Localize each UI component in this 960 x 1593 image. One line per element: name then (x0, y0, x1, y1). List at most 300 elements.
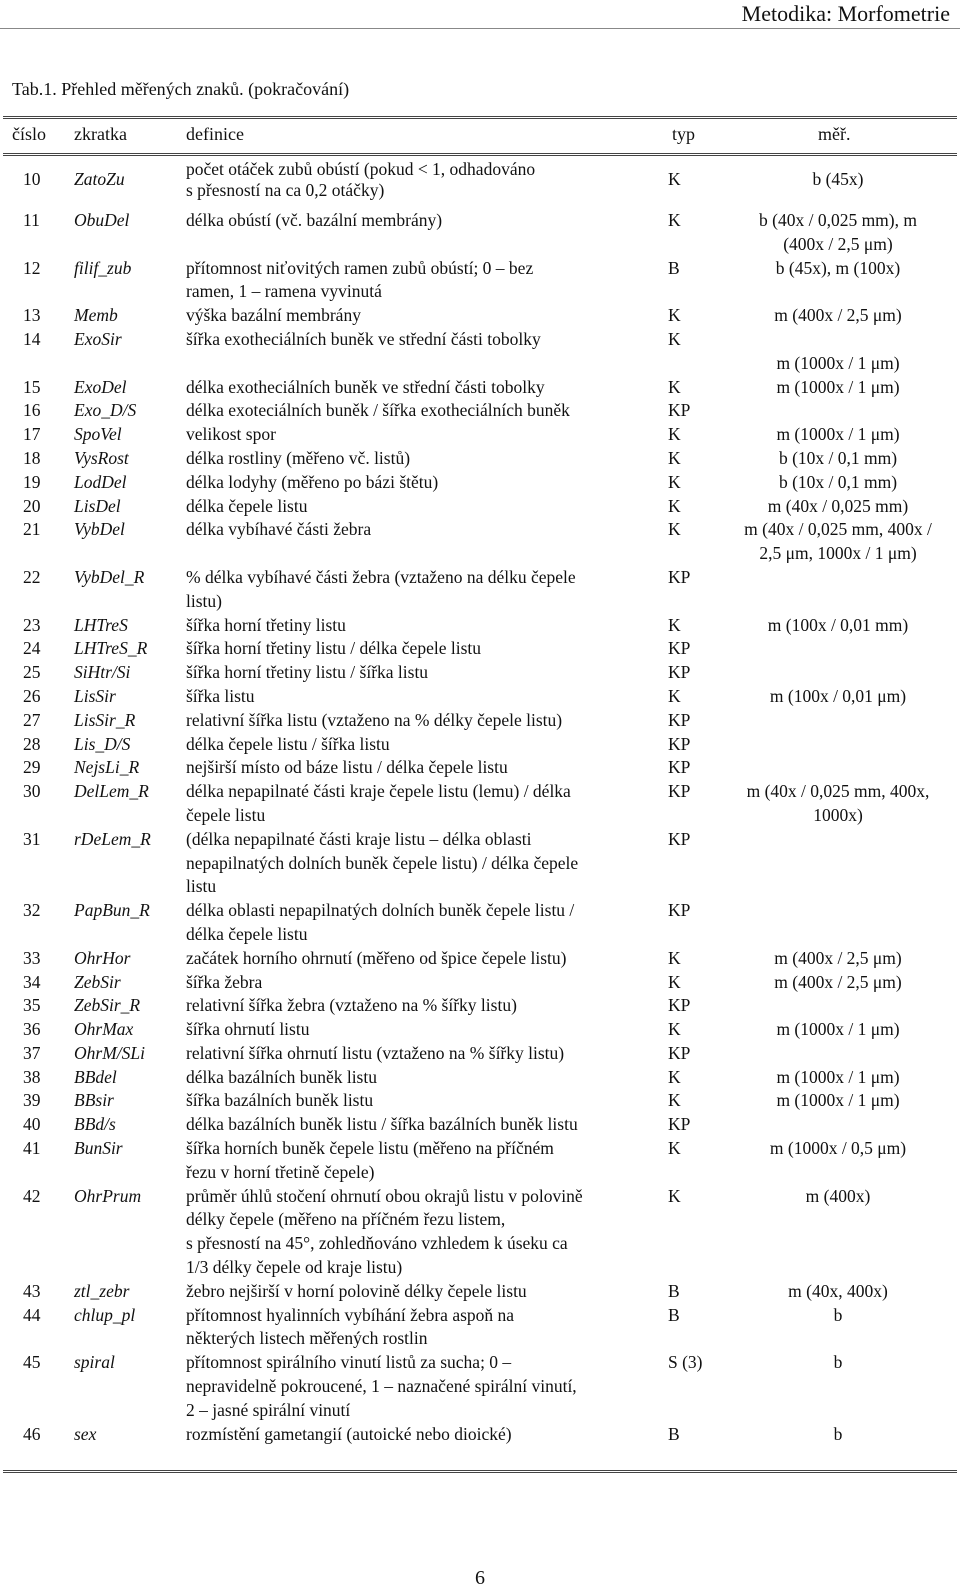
row-number-text: 31 (23, 828, 41, 849)
row-definition (186, 156, 660, 203)
row-measurement-text: m (1000x / 0,5 μm) (769, 1138, 907, 1159)
row-number (23, 1280, 53, 1304)
row-number-text: 28 (23, 733, 41, 754)
row-abbreviation (74, 1066, 182, 1090)
row-abbreviation (74, 1042, 182, 1066)
row-type-text: B (668, 1280, 680, 1301)
row-definition (186, 1351, 660, 1422)
row-measurement (718, 1280, 958, 1304)
header-rule (0, 28, 960, 29)
row-abbreviation (74, 304, 182, 328)
table-row (0, 1066, 960, 1090)
row-abbreviation-text: sex (74, 1423, 97, 1444)
row-definition-text: délka exoteciálních buněk / šířka exotheciálních buněk (186, 400, 570, 421)
row-abbreviation-text: OhrPrum (74, 1185, 142, 1206)
row-abbreviation-text: ZebSir_R (74, 995, 141, 1016)
row-number (23, 971, 53, 995)
table-row (0, 971, 960, 995)
row-type-text: K (668, 424, 681, 445)
row-type-text: K (668, 685, 681, 706)
row-number-text: 14 (23, 328, 41, 349)
row-abbreviation-text: OhrHor (74, 947, 131, 968)
row-abbreviation-text: SiHtr/Si (74, 662, 131, 683)
row-measurement (718, 447, 958, 471)
row-measurement (718, 471, 958, 495)
row-abbreviation-text: ztl_zebr (74, 1280, 130, 1301)
table-row (0, 423, 960, 447)
table-row (0, 1423, 960, 1447)
row-number-text: 10 (23, 168, 41, 189)
row-definition (186, 471, 660, 495)
table-row (0, 1018, 960, 1042)
row-type-text: K (668, 519, 681, 540)
row-type (668, 828, 728, 852)
row-abbreviation (74, 971, 182, 995)
row-measurement (718, 1351, 958, 1375)
row-abbreviation-text: LisDel (74, 495, 121, 516)
row-definition-text: délka vybíhavé části žebra (186, 519, 372, 540)
row-definition-text: začátek horního ohrnutí (měřeno od špice čepele listu) (186, 947, 567, 968)
row-number-text: 11 (23, 210, 40, 230)
row-type-text: B (668, 257, 680, 278)
row-abbreviation (74, 156, 182, 203)
row-abbreviation (74, 780, 182, 804)
row-definition (186, 447, 660, 471)
row-number (23, 1137, 53, 1161)
row-abbreviation (74, 495, 182, 519)
row-type-text: K (668, 971, 681, 992)
row-type-text: K (668, 210, 681, 230)
row-measurement-text: m (40x / 0,025 mm) (767, 495, 909, 516)
row-abbreviation-text: DelLem_R (74, 781, 149, 802)
row-number (23, 1423, 53, 1447)
row-number-text: 21 (23, 519, 41, 540)
row-measurement-text: m (1000x / 1 μm) (776, 352, 900, 373)
row-type-text: KP (668, 900, 691, 921)
row-type-text: K (668, 376, 681, 397)
row-measurement (718, 780, 958, 828)
row-abbreviation-text: LHTreS (74, 614, 128, 635)
row-measurement-text: b (10x / 0,1 mm) (778, 471, 898, 492)
row-definition (186, 661, 660, 685)
row-measurement (718, 518, 958, 566)
row-definition-text: délka bazálních buněk listu (186, 1066, 377, 1087)
row-type (668, 1042, 728, 1066)
row-definition (186, 376, 660, 400)
row-definition-text: šířka listu (186, 685, 255, 706)
row-definition (186, 971, 660, 995)
row-abbreviation (74, 614, 182, 638)
row-measurement-text: b (40x / 0,025 mm), m (400x / 2,5 μm) (759, 210, 917, 254)
row-number-text: 20 (23, 495, 41, 516)
row-abbreviation (74, 209, 182, 233)
table-body (0, 158, 960, 1446)
row-definition-text: délka lodyhy (měřeno po bázi štětu) (186, 471, 439, 492)
row-number-text: 29 (23, 757, 41, 778)
row-definition-text: šířka horní třetiny listu (186, 614, 346, 635)
row-abbreviation (74, 1018, 182, 1042)
table-row (0, 471, 960, 495)
row-type-text: K (668, 1185, 681, 1206)
row-number (23, 756, 53, 780)
row-definition-text: šířka horních buněk čepele listu (měřeno na příčném řezu v horní třetině čepele) (186, 1138, 554, 1182)
row-number-text: 26 (23, 685, 41, 706)
row-abbreviation (74, 471, 182, 495)
row-abbreviation (74, 399, 182, 423)
row-number (23, 661, 53, 685)
row-abbreviation (74, 566, 182, 590)
row-measurement-text: b (45x), m (100x) (775, 257, 901, 278)
row-number-text: 45 (23, 1352, 41, 1373)
column-header-measurement: měř. (818, 124, 851, 144)
row-definition-text: počet otáček zubů obústí (pokud < 1, odhadováno s přesností na ca 0,2 otáčky) (186, 158, 536, 200)
row-abbreviation (74, 1137, 182, 1161)
row-number (23, 780, 53, 804)
row-abbreviation (74, 733, 182, 757)
row-definition-text: výška bazální membrány (186, 305, 361, 326)
row-abbreviation (74, 328, 182, 352)
table-row (0, 1280, 960, 1304)
table-row (0, 518, 960, 566)
row-definition (186, 637, 660, 661)
row-number (23, 471, 53, 495)
page-number: 6 (475, 1567, 485, 1589)
row-type-text: S (3) (668, 1352, 703, 1373)
row-definition-text: přítomnost niťovitých ramen zubů obústí; 0 – bez ramen, 1 – ramena vyvinutá (186, 257, 534, 302)
row-type-text: B (668, 1304, 680, 1325)
row-measurement (718, 328, 958, 376)
row-number (23, 1304, 53, 1328)
row-number-text: 25 (23, 662, 41, 683)
row-type-text: KP (668, 1042, 691, 1063)
row-number (23, 828, 53, 852)
row-measurement-text: m (100x / 0,01 μm) (769, 685, 907, 706)
row-definition (186, 1137, 660, 1185)
row-number-text: 37 (23, 1042, 41, 1063)
row-type-text: KP (668, 781, 691, 802)
row-number (23, 1042, 53, 1066)
row-number (23, 566, 53, 590)
row-abbreviation-text: NejsLi_R (74, 757, 140, 778)
row-measurement-text: m (1000x / 1 μm) (776, 1090, 900, 1111)
row-type-text: K (668, 305, 681, 326)
row-number (23, 1113, 53, 1137)
row-measurement (718, 1185, 958, 1209)
column-header-type: typ (672, 124, 696, 144)
row-number-text: 36 (23, 1019, 41, 1040)
row-number-text: 24 (23, 638, 41, 659)
row-number (23, 518, 53, 542)
row-definition-text: žebro nejširší v horní polovině délky čepele listu (186, 1280, 527, 1301)
row-definition-text: šířka ohrnutí listu (186, 1019, 310, 1040)
row-measurement-text: m (40x / 0,025 mm, 400x, 1000x) (746, 781, 930, 825)
table-row (0, 780, 960, 828)
row-definition-text: délka čepele listu (186, 495, 308, 516)
row-abbreviation (74, 518, 182, 542)
row-abbreviation-text: OhrM/SLi (74, 1042, 145, 1063)
row-definition-text: přítomnost hyalinních vybíhání žebra aspoň na některých listech měřených rostlin (186, 1304, 515, 1349)
row-abbreviation (74, 828, 182, 852)
row-abbreviation-text: LisSir (74, 685, 116, 706)
row-type-text: K (668, 614, 681, 635)
row-definition (186, 1066, 660, 1090)
row-type-text: K (668, 1138, 681, 1159)
row-abbreviation (74, 376, 182, 400)
row-number (23, 209, 53, 233)
row-number-text: 23 (23, 614, 41, 635)
row-abbreviation (74, 661, 182, 685)
row-abbreviation-text: Lis_D/S (74, 733, 131, 754)
row-definition-text: šířka horní třetiny listu / délka čepele listu (186, 638, 481, 659)
row-type-text: KP (668, 566, 691, 587)
row-measurement (718, 947, 958, 971)
row-definition (186, 685, 660, 709)
row-definition (186, 423, 660, 447)
row-number-text: 19 (23, 471, 41, 492)
row-number (23, 376, 53, 400)
row-definition-text: délka obústí (vč. bazální membrány) (186, 210, 443, 230)
row-measurement-text: b (45x) (812, 168, 864, 189)
row-type-text: KP (668, 757, 691, 778)
row-abbreviation (74, 1304, 182, 1328)
row-measurement-text: m (100x / 0,01 mm) (767, 614, 909, 635)
row-definition (186, 947, 660, 971)
row-number (23, 447, 53, 471)
row-abbreviation-text: VysRost (74, 447, 129, 468)
row-definition (186, 304, 660, 328)
row-type (668, 756, 728, 780)
row-number-text: 16 (23, 400, 41, 421)
row-type-text: K (668, 447, 681, 468)
row-type-text: K (668, 947, 681, 968)
row-abbreviation (74, 947, 182, 971)
row-number-text: 42 (23, 1185, 41, 1206)
row-definition-text: relativní šířka žebra (vztaženo na % šířky listu) (186, 995, 517, 1016)
row-abbreviation-text: ExoSir (74, 328, 122, 349)
row-number (23, 1066, 53, 1090)
row-definition (186, 994, 660, 1018)
row-number-text: 38 (23, 1066, 41, 1087)
row-definition-text: šířka horní třetiny listu / šířka listu (186, 662, 429, 683)
row-number-text: 12 (23, 257, 41, 278)
row-number (23, 709, 53, 733)
table-row (0, 828, 960, 899)
row-type-text: K (668, 168, 681, 189)
table-row (0, 661, 960, 685)
table-row (0, 947, 960, 971)
row-definition-text: délka bazálních buněk listu / šířka bazálních buněk listu (186, 1114, 578, 1135)
row-type-text: KP (668, 662, 691, 683)
table-row (0, 209, 960, 257)
row-abbreviation-text: VybDel (74, 519, 125, 540)
row-number-text: 43 (23, 1280, 41, 1301)
row-definition-text: relativní šířka listu (vztaženo na % délky čepele listu) (186, 709, 563, 730)
row-measurement (718, 1137, 958, 1161)
row-number-text: 15 (23, 376, 41, 397)
row-definition (186, 566, 660, 614)
row-definition (186, 1018, 660, 1042)
row-abbreviation-text: LodDel (74, 471, 127, 492)
row-measurement-text: m (400x / 2,5 μm) (774, 971, 902, 992)
row-abbreviation-text: ExoDel (74, 376, 127, 397)
row-measurement (718, 209, 958, 257)
row-definition (186, 1042, 660, 1066)
row-measurement (718, 685, 958, 709)
table-row (0, 495, 960, 519)
row-definition-text: šířka exotheciálních buněk ve střední části tobolky (186, 328, 541, 349)
row-abbreviation-text: BBd/s (74, 1114, 116, 1135)
row-definition (186, 257, 660, 305)
row-measurement-text: b (833, 1352, 843, 1373)
row-number-text: 30 (23, 781, 41, 802)
table-row (0, 1137, 960, 1185)
row-definition-text: délka exotheciálních buněk ve střední části tobolky (186, 376, 545, 397)
row-number (23, 1185, 53, 1209)
row-type-text: K (668, 1090, 681, 1111)
row-abbreviation (74, 994, 182, 1018)
table-bottom-rule (3, 1470, 957, 1473)
row-abbreviation (74, 899, 182, 923)
table-row (0, 1351, 960, 1422)
row-number-text: 33 (23, 947, 41, 968)
row-definition (186, 1280, 660, 1304)
row-definition (186, 733, 660, 757)
table-row (0, 685, 960, 709)
row-definition-text: relativní šířka ohrnutí listu (vztaženo na % šířky listu) (186, 1042, 565, 1063)
row-definition-text: délka oblasti nepapilnatých dolních buněk čepele listu / délka čepele listu (186, 900, 575, 944)
row-number (23, 947, 53, 971)
row-number (23, 1351, 53, 1375)
row-type (668, 733, 728, 757)
table-row (0, 637, 960, 661)
row-number-text: 13 (23, 305, 41, 326)
row-abbreviation (74, 709, 182, 733)
row-definition-text: průměr úhlů stočení ohrnutí obou okrajů listu v polovině délky čepele (měřeno na příčném řezu listem, s přesností na 45°, zohledňováno vzhledem k úseku ca 1/3 délky čepele od kraje listu) (186, 1185, 583, 1278)
row-definition (186, 899, 660, 947)
row-measurement (718, 1018, 958, 1042)
row-abbreviation-text: LisSir_R (74, 709, 136, 730)
table-row (0, 1042, 960, 1066)
row-abbreviation-text: LHTreS_R (74, 638, 148, 659)
row-abbreviation (74, 1280, 182, 1304)
row-number (23, 257, 53, 281)
row-abbreviation-text: spiral (74, 1352, 115, 1373)
row-abbreviation-text: filif_zub (74, 257, 132, 278)
row-number-text: 39 (23, 1090, 41, 1111)
row-definition (186, 328, 660, 352)
table-header (0, 122, 960, 146)
row-type (668, 661, 728, 685)
table-row (0, 304, 960, 328)
row-type-text: K (668, 1019, 681, 1040)
row-definition (186, 780, 660, 828)
row-number (23, 899, 53, 923)
row-abbreviation (74, 756, 182, 780)
row-number-text: 40 (23, 1114, 41, 1135)
row-definition (186, 1185, 660, 1280)
row-definition (186, 209, 660, 233)
row-number (23, 423, 53, 447)
row-number-text: 35 (23, 995, 41, 1016)
row-measurement-text: m (400x / 2,5 μm) (774, 947, 902, 968)
row-abbreviation-text: BunSir (74, 1138, 123, 1159)
row-number-text: 18 (23, 447, 41, 468)
row-number-text: 27 (23, 709, 41, 730)
page-header: Metodika: Morfometrie (741, 1, 950, 26)
row-number (23, 399, 53, 423)
row-definition (186, 709, 660, 733)
table-row (0, 376, 960, 400)
table-row (0, 733, 960, 757)
row-definition (186, 1304, 660, 1352)
table-row (0, 566, 960, 614)
row-abbreviation (74, 1185, 182, 1209)
row-measurement (718, 257, 958, 281)
row-abbreviation-text: BBdel (74, 1066, 117, 1087)
row-number (23, 304, 53, 328)
row-definition (186, 1089, 660, 1113)
row-abbreviation-text: PapBun_R (74, 900, 150, 921)
row-abbreviation-text: chlup_pl (74, 1304, 136, 1325)
row-abbreviation (74, 257, 182, 281)
row-measurement-text: m (1000x / 1 μm) (776, 1019, 900, 1040)
row-measurement-text: m (400x / 2,5 μm) (774, 305, 902, 326)
row-abbreviation (74, 1113, 182, 1137)
row-type-text: KP (668, 1114, 691, 1135)
row-definition-text: rozmístění gametangií (autoické nebo dioické) (186, 1423, 512, 1444)
row-measurement (718, 156, 958, 203)
row-number (23, 1089, 53, 1113)
row-type (668, 399, 728, 423)
row-abbreviation-text: VybDel_R (74, 566, 145, 587)
table-row (0, 447, 960, 471)
row-abbreviation-text: Exo_D/S (74, 400, 137, 421)
row-type (668, 709, 728, 733)
row-abbreviation-text: rDeLem_R (74, 828, 151, 849)
row-abbreviation-text: ZebSir (74, 971, 121, 992)
table-row (0, 257, 960, 305)
row-definition-text: šířka bazálních buněk listu (186, 1090, 374, 1111)
table-row (0, 1185, 960, 1280)
row-definition (186, 495, 660, 519)
row-definition (186, 399, 660, 423)
row-measurement (718, 614, 958, 638)
row-type-text: K (668, 471, 681, 492)
row-number-text: 44 (23, 1304, 41, 1325)
row-measurement-text: m (1000x / 1 μm) (776, 376, 900, 397)
column-header-definition: definice (186, 124, 244, 144)
row-definition-text: velikost spor (186, 424, 276, 445)
row-type-text: K (668, 1066, 681, 1087)
row-type (668, 1113, 728, 1137)
row-number-text: 34 (23, 971, 41, 992)
row-measurement (718, 971, 958, 995)
row-abbreviation (74, 637, 182, 661)
row-number-text: 17 (23, 424, 41, 445)
table-row (0, 399, 960, 423)
row-type-text: KP (668, 828, 691, 849)
row-type-text: KP (668, 638, 691, 659)
row-abbreviation (74, 447, 182, 471)
row-type (668, 637, 728, 661)
table-caption: Tab.1. Přehled měřených znaků. (pokračování) (12, 79, 350, 99)
table-row (0, 156, 960, 203)
row-abbreviation-text: BBsir (74, 1090, 114, 1111)
row-abbreviation (74, 1351, 182, 1375)
row-type (668, 566, 728, 590)
row-definition-text: % délka vybíhavé části žebra (vztaženo na délku čepele listu) (186, 566, 576, 611)
row-measurement (718, 304, 958, 328)
